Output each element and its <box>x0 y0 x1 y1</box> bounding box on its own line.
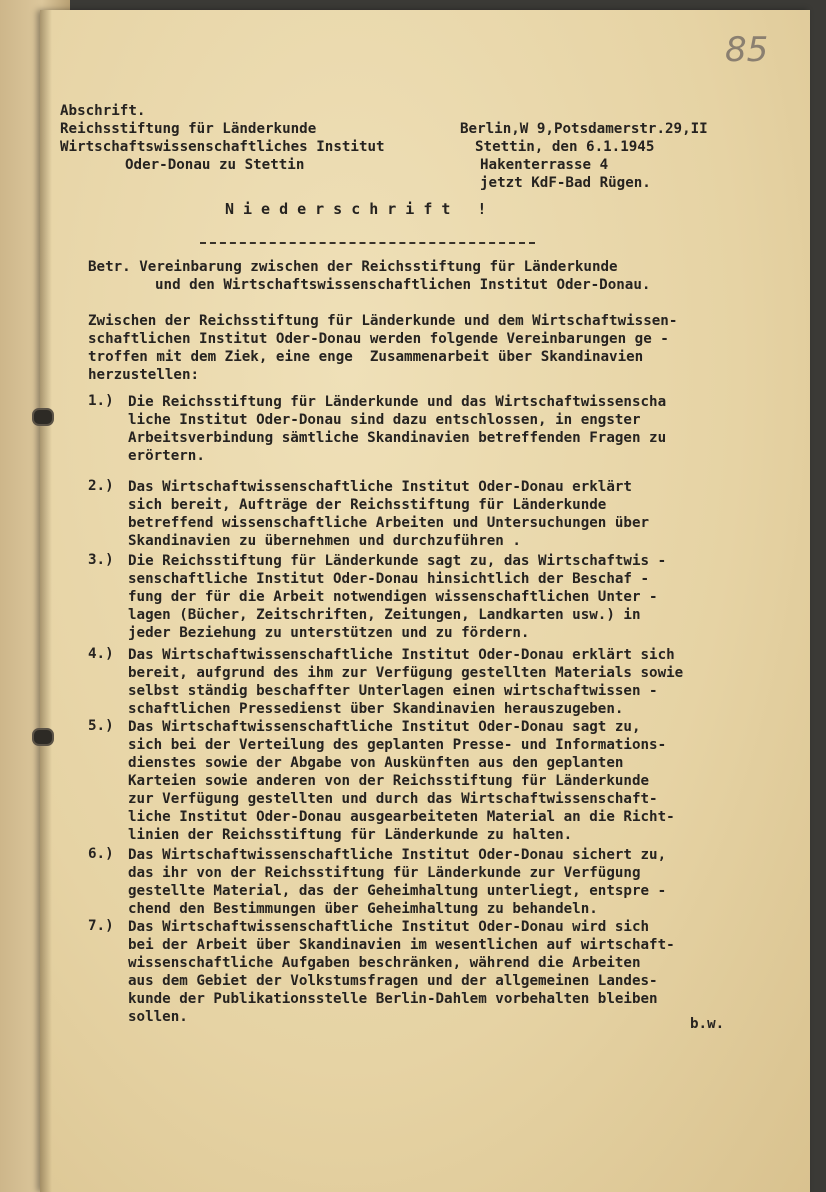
item-line: Die Reichsstiftung für Länderkunde und das Wirtschaftwissenscha <box>128 394 667 410</box>
item-line: Skandinavien zu übernehmen und durchzuführen . <box>128 533 521 549</box>
item-line: zur Verfügung gestellten und durch das Wirtschaftwissenschaft- <box>128 791 658 807</box>
org-line-1: Reichsstiftung für Länderkunde <box>60 121 317 137</box>
item-line: jeder Beziehung zu unterstützen und zu fördern. <box>128 625 530 641</box>
item-line: selbst ständig beschaffter Unterlagen einen wirtschaftwissen - <box>128 683 658 699</box>
item-line: bereit, aufgrund des ihm zur Verfügung gestellten Materials sowie <box>128 665 684 681</box>
item-line: Das Wirtschaftwissenschaftliche Institut Oder-Donau sagt zu, <box>128 719 641 735</box>
item-line: fung der für die Arbeit notwendigen wissenschaftlichen Unter - <box>128 589 658 605</box>
item-line: Karteien sowie anderen von der Reichsstiftung für Länderkunde <box>128 773 650 789</box>
item-line: Das Wirtschaftwissenschaftliche Institut Oder-Donau wird sich <box>128 919 650 935</box>
item-line: sich bereit, Aufträge der Reichsstiftung für Länderkunde <box>128 497 607 513</box>
address-line-2: Hakenterrasse 4 <box>480 157 609 173</box>
item-number: 7.) <box>88 918 114 934</box>
item-line: das ihr von der Reichsstiftung für Länderkunde zur Verfügung <box>128 865 641 881</box>
item-line: liche Institut Oder-Donau sind dazu entschlossen, in engster <box>128 412 641 428</box>
org-line-2: Wirtschaftswissenschaftliches Institut <box>60 139 385 155</box>
intro-line: Zwischen der Reichsstiftung für Länderkunde und dem Wirtschaftwissen- <box>88 313 678 329</box>
item-number: 5.) <box>88 718 114 734</box>
intro-line: schaftlichen Institut Oder-Donau werden folgende Vereinbarungen ge - <box>88 331 669 347</box>
item-line: sich bei der Verteilung des geplanten Presse- und Informations- <box>128 737 667 753</box>
item-line: Das Wirtschaftwissenschaftliche Institut Oder-Donau sichert zu, <box>128 847 667 863</box>
item-line: Das Wirtschaftwissenschaftliche Institut Oder-Donau erklärt sich <box>128 647 675 663</box>
item-line: Arbeitsverbindung sämtliche Skandinavien betreffenden Fragen zu <box>128 430 667 446</box>
item-line: liche Institut Oder-Donau ausgearbeiteten Material an die Richt- <box>128 809 675 825</box>
item-line: wissenschaftliche Aufgaben beschränken, während die Arbeiten <box>128 955 641 971</box>
item-line: senschaftliche Institut Oder-Donau hinsichtlich der Beschaf - <box>128 571 650 587</box>
binder-shadow <box>40 10 52 1192</box>
document-page <box>40 10 810 1192</box>
item-number: 4.) <box>88 646 114 662</box>
item-line: linien der Reichsstiftung für Länderkunde zu halten. <box>128 827 573 843</box>
item-line: lagen (Bücher, Zeitschriften, Zeitungen, Landkarten usw.) in <box>128 607 641 623</box>
item-line: aus dem Gebiet der Volkstumsfragen und der allgemeinen Landes- <box>128 973 658 989</box>
address-line-3: jetzt KdF-Bad Rügen. <box>480 175 651 191</box>
item-line: gestellte Material, das der Geheimhaltung unterliegt, entspre - <box>128 883 667 899</box>
page-number: 85 <box>725 30 769 70</box>
item-number: 3.) <box>88 552 114 568</box>
subject-line-1: Betr. Vereinbarung zwischen der Reichsstiftung für Länderkunde <box>88 259 618 275</box>
copy-label: Abschrift. <box>60 103 146 119</box>
item-number: 2.) <box>88 478 114 494</box>
item-line: betreffend wissenschaftliche Arbeiten und Untersuchungen über <box>128 515 650 531</box>
item-line: kunde der Publikationsstelle Berlin-Dahlem vorbehalten bleiben <box>128 991 658 1007</box>
punch-hole-icon <box>32 728 54 746</box>
title-underline <box>200 242 535 244</box>
place-date: Stettin, den 6.1.1945 <box>475 139 655 155</box>
address-line-1: Berlin,W 9,Potsdamerstr.29,II <box>460 121 708 137</box>
item-line: bei der Arbeit über Skandinavien im wesentlichen auf wirtschaft- <box>128 937 675 953</box>
item-line: Die Reichsstiftung für Länderkunde sagt zu, das Wirtschaftwis - <box>128 553 667 569</box>
item-line: chend den Bestimmungen über Geheimhaltung zu behandeln. <box>128 901 598 917</box>
item-line: schaftlichen Pressedienst über Skandinavien herauszugeben. <box>128 701 624 717</box>
intro-line: troffen mit dem Ziek, eine enge Zusammenarbeit über Skandinavien <box>88 349 644 365</box>
item-line: sollen. <box>128 1009 188 1025</box>
subject-line-2: und den Wirtschaftswissenschaftlichen Institut Oder-Donau. <box>155 277 651 293</box>
item-line: Das Wirtschaftwissenschaftliche Institut Oder-Donau erklärt <box>128 479 632 495</box>
org-line-3: Oder-Donau zu Stettin <box>125 157 305 173</box>
footer-note: b.w. <box>690 1016 725 1032</box>
document-title: Niederschrift ! <box>225 200 496 218</box>
item-number: 6.) <box>88 846 114 862</box>
intro-line: herzustellen: <box>88 367 200 383</box>
item-line: erörtern. <box>128 448 205 464</box>
item-line: dienstes sowie der Abgabe von Auskünften aus den geplanten <box>128 755 624 771</box>
punch-hole-icon <box>32 408 54 426</box>
item-number: 1.) <box>88 393 114 409</box>
